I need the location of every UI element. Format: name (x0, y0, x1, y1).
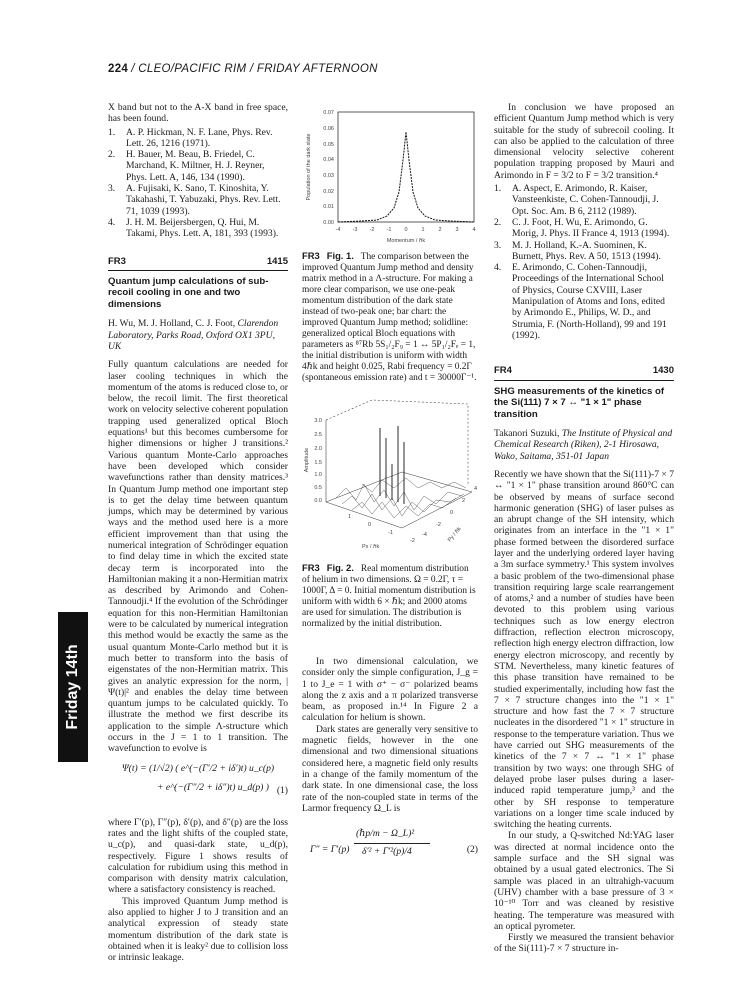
body-paragraph: where Γ′(p), Γ″(p), δ′(p), and δ″(p) are the loss rates and the light shifts of the coupled state, u_c(p), and quasi-dark state, u_d(p), respectively. Figure 1 shows results of calculation for rubidium using this method in comparison with density matrix calculation, where a satisfactory consistency is reached. (108, 816, 288, 896)
body-paragraph: In our study, a Q-switched Nd:YAG laser was directed at normal incidence onto the sample surface and the SH signal was obtained by a usual gated electronics. The Si sample was placed in an ultrahigh-vacuum (UHV) chamber with a base pressure of 3 × 10⁻¹⁰ Torr and was cleaned by resistive heating. The temperature was measured with an optical pyrometer. (494, 830, 674, 932)
svg-text:3.0: 3.0 (314, 418, 322, 424)
section-title: CLEO/PACIFIC RIM / FRIDAY AFTERNOON (138, 63, 378, 75)
body-paragraph: Dark states are generally very sensitive to magnetic fields, however in the one dimensional and two dimensional situations considered here, a magnetic field only results in a change of the family momentum of the dark state. In one dimensional case, the loss rate of the non-coupled state in terms of the Larmor frequency Ω_L is (302, 723, 478, 814)
abstract-code: FR4 (494, 365, 512, 377)
reference-list (108, 127, 288, 240)
svg-text:Momentum / ℏk: Momentum / ℏk (386, 238, 426, 244)
affiliation: Clarendon Laboratory, Parks Road, Oxford OX1 3PU, UK (108, 318, 279, 352)
svg-text:-2: -2 (436, 522, 441, 528)
reference-list (494, 183, 674, 341)
svg-text:2: 2 (462, 498, 466, 504)
reference-item: 3. M. J. Holland, K.-A. Suominen, K. Burnett, Phys. Rev. A 50, 1513 (1994). (494, 239, 661, 262)
svg-text:0.00: 0.00 (323, 220, 334, 226)
reference-item: 1. A. Aspect, E. Arimondo, R. Kaiser, Vansteenkiste, C. Cohen-Tannoudji, J. Opt. Soc. Am. B 6, 2112 (1989). (494, 183, 659, 217)
equation-1: Ψ(t) = (1/√2) ( e^(−(Γ′/2 + iδ′)t) u_c(p) + e^(−(Γ″/2 + iδ″)t) u_d(p) ) (1) (121, 762, 288, 796)
reference-item: 4. J. H. M. Beijersbergen, Q. Hui, M. Takami, Phys. Lett. A, 181, 393 (1993). (108, 216, 279, 240)
equation-2: (ℏp/m − Ω_L)² Γ″ = Γ′(p) δ′² + Γ′²(p)/4 (2) (310, 828, 478, 858)
reference-item: 1. A. P. Hickman, N. F. Lane, Phys. Rev. Lett. 26, 1216 (1971). (108, 126, 273, 149)
svg-text:0.05: 0.05 (323, 142, 334, 148)
svg-text:1.0: 1.0 (314, 472, 322, 478)
svg-text:0.03: 0.03 (323, 173, 334, 179)
svg-text:-2: -2 (369, 227, 375, 233)
figure-2-caption: FR3 Fig. 2. Real momentum distribution of helium in two dimensions. Ω = 0.2Γ, τ = 1000Γ, Δ = 0. Initial momentum distribution is uniform with width 6 × ℏk; and 2000 atoms are used for simulation. The distribution is normalized by the initial distribution. (302, 562, 476, 629)
reference-item: 2. C. J. Foot, H. Wu, E. Arimondo, G. Morig, J. Phys. II France 4, 1913 (1994). (494, 216, 670, 240)
figure-1-caption: FR3 Fig. 1. The comparison between the improved Quantum Jump method and density matrix method in a Λ-structure. For making a more clear comparison, we use one-peak momentum distribution of the dark state instead of two-peak one; bar chart: the improved Quantum Jump method; solidline: generalized optical Bloch equations with parameters as ⁸⁷Rb 5S₁/₂F₉ = 1 ↔ 5P₁/₂Fₑ = 1, the initial distribution is uniform with width 4ℏk and height 0.025, Rabi frequency = 0.2Γ (spontaneous emission rate) and t = 30000Γ⁻¹. (302, 250, 477, 383)
svg-text:2: 2 (438, 227, 442, 233)
author-line: H. Wu, M. J. Holland, C. J. Foot, Clarendon Laboratory, Parks Road, Oxford OX1 3PU, UK (108, 318, 279, 352)
svg-text:-1: -1 (388, 530, 393, 536)
equation-number: (2) (466, 844, 478, 856)
svg-text:-4: -4 (422, 532, 427, 538)
day-tab (58, 612, 88, 762)
svg-text:2.5: 2.5 (314, 432, 322, 438)
svg-text:1: 1 (421, 227, 425, 233)
abstract-title: Quantum jump calculations of sub-recoil cooling in one and two dimensions (108, 275, 269, 310)
figure-1-chart (302, 100, 478, 250)
svg-text:-2: -2 (410, 538, 415, 544)
svg-text:-4: -4 (335, 227, 341, 233)
svg-text:0.0: 0.0 (314, 498, 322, 504)
reference-item: 2. H. Bauer, M. Beau, B. Friedel, C. Marchand, K. Miltner, H. J. Reyner, Phys. Lett. A, 146, 134 (1990). (108, 149, 265, 183)
svg-text:0.06: 0.06 (323, 126, 334, 132)
body-paragraph: Firstly we measured the transient behavior of the Si(111)-7 × 7 structure in- (494, 932, 674, 955)
page-header: 224 / CLEO/PACIFIC RIM / FRIDAY AFTERNOON (108, 63, 378, 75)
svg-text:1: 1 (348, 514, 352, 520)
figure-2-surface-plot (302, 392, 478, 562)
svg-text:0.07: 0.07 (323, 110, 334, 116)
day-tab-label: Friday 14th (64, 644, 81, 730)
affiliation: The Institute of Physical and Chemical Research (Riken), 2-1 Hirosawa, Wako, Saitama, 351-01 Japan (494, 428, 673, 462)
svg-text:3: 3 (455, 227, 459, 233)
abstract-time: 1415 (266, 255, 288, 267)
svg-text:2.0: 2.0 (314, 446, 322, 452)
svg-text:-3: -3 (352, 227, 358, 233)
abstract-header-fr3 (108, 256, 288, 271)
body-paragraph: Fully quantum calculations are needed for laser cooling techniques in which the momentum of the atoms is reduced close to, or below, the recoil limit. The first theoretical work on velocity selective coherent population trapping used generalized optical Bloch equations¹ but this becomes cumbersome for higher dimensions or higher J transitions.² Various quantum Monte-Carlo approaches have been developed which consider wavefunctions rather than density matrices.³ In Quantum Jump method one important step is to get the delay time between quantum jumps, which may be determined by various ways and the method used here is a more efficient improvement than that using the numerical integration of Schrödinger equation to find delay time in which the excited state decay term is incorporated into the Hamiltonian making it a non-Hermitian matrix as described by Arimondo and Cohen-Tannoudji.⁴ If the evolution of the Schrödinger equation for this non-Hermitian Hamiltonian were to be calculated by numerical integration this method would be exactly the same as the usual quantum Monte-Carlo method but it is much better to transform into the basis of eigenstates of the non-Hermitian matrix. This gives an analytic expression for the norm, |Ψ(t)|² and enables the delay time between quantum jumps to be calculated quickly. To illustrate the method we first describe its application to the simple Λ-structure which occurs in the J = 1 to 1 transition. The wavefunction to evolve is (108, 359, 288, 755)
svg-text:-1: -1 (386, 227, 392, 233)
abstract-title: SHG measurements of the kinetics of the Si(111) 7 × 7 ↔ "1 × 1" phase transition (494, 385, 665, 420)
svg-text:0: 0 (368, 522, 372, 528)
page-number: 224 (108, 63, 129, 75)
equation-number: (1) (276, 784, 288, 796)
svg-text:4: 4 (472, 227, 476, 233)
svg-text:Population of the dark state: Population of the dark state (306, 133, 312, 201)
svg-text:Px / ℏk: Px / ℏk (362, 544, 380, 550)
svg-text:0: 0 (450, 510, 454, 516)
abstract-time: 1430 (652, 365, 674, 377)
svg-text:0.02: 0.02 (323, 189, 334, 195)
body-paragraph: In two dimensional calculation, we consider only the simple configuration, J_g = 1 to J_e = 1 with σ⁺ − σ⁻ polarized beams along the z axis and a π polarized transverse beam, as proposed in.¹⁴ In Figure 2 a calculation for helium is shown. (302, 656, 478, 724)
author-line: Takanori Suzuki, The Institute of Physical and Chemical Research (Riken), 2-1 Hirosawa, Wako, Saitama, 351-01 Japan (494, 428, 673, 462)
svg-text:0.01: 0.01 (323, 204, 334, 210)
continued-text: X band but not to the A-X band in free space, has been found. (108, 102, 288, 125)
reference-item: 3. A. Fujisaki, K. Sano, T. Kinoshita, Y. Takahashi, T. Yabuzaki, Phys. Rev. Lett. 71, 1039 (1993). (108, 183, 281, 217)
body-paragraph: Recently we have shown that the Si(111)-7 × 7 ↔ "1 × 1" phase transition around 860°C can be observed by means of surface second harmonic generation (SHG) of laser pulses as an abrupt change of the SH intensity, which originates from an interface in the "1 × 1" phase formed between the disordered surface layer and the underlying ordered layer having a 3m surface symmetry.¹ This system involves a basic problem of the two-dimensional phase transition requiring large scale rearrangement of atoms,² and a number of studies have been devoted to this problem using various techniques such as low energy electron diffraction, reflection electron microscopy, reflection high energy electron diffraction, low energy electron microscopy, and recently by STM. Nevertheless, many kinetic features of this phase transition have remained to be studied experimentally, including how fast the 7 × 7 structure changes into the "1 × 1" structure and how fast the 7 × 7 structure nucleates in the disordered "1 × 1" structure in response to the temperature variation. Thus we have carried out SHG measurements of the kinetics of the 7 × 7 ↔ "1 × 1" phase transition by two ways: one through SHG of delayed probe laser pulses during a laser-induced rapid temperature jump,³ and the other by SH response to temperature variations on a longer time scale induced by switching the heating currents. (494, 468, 675, 831)
body-paragraph: This improved Quantum Jump method is also applied to higher J to J transition and an analytical expression of steady state momentum distribution of the dark state is obtained when it is leaky² due to collision loss or intrinsic leakage. (108, 895, 288, 964)
svg-text:0.04: 0.04 (323, 157, 334, 163)
column-middle (302, 100, 478, 884)
reference-item: 4. E. Arimondo, C. Cohen-Tannoudji, Proceedings of the International School of Physics, Course CXVIII, Laser Manipulation of Atoms and Ions, edited by Arimondo E., Philips, W. D., and Strumia, F. (North-Holland), 99 and 191 (1992). (494, 262, 667, 341)
column-left (108, 102, 288, 964)
svg-text:Py / ℏk: Py / ℏk (446, 526, 463, 544)
svg-text:Amplitude: Amplitude (304, 447, 310, 473)
svg-text:4: 4 (474, 486, 478, 492)
column-right (494, 102, 674, 955)
abstract-header-fr4 (494, 365, 674, 380)
svg-text:1.5: 1.5 (314, 460, 322, 466)
conclusion-paragraph: In conclusion we have proposed an efficient Quantum Jump method which is very suitable for the study of subrecoil cooling. It can also be applied to the calculation of three dimensional velocity selective coherent population trapping proposed by Mauri and Arimondo in F = 3/2 to F = 3/2 transition.⁴ (494, 102, 674, 181)
svg-text:0: 0 (404, 227, 408, 233)
svg-text:0.5: 0.5 (314, 485, 322, 491)
abstract-code: FR3 (108, 255, 126, 267)
